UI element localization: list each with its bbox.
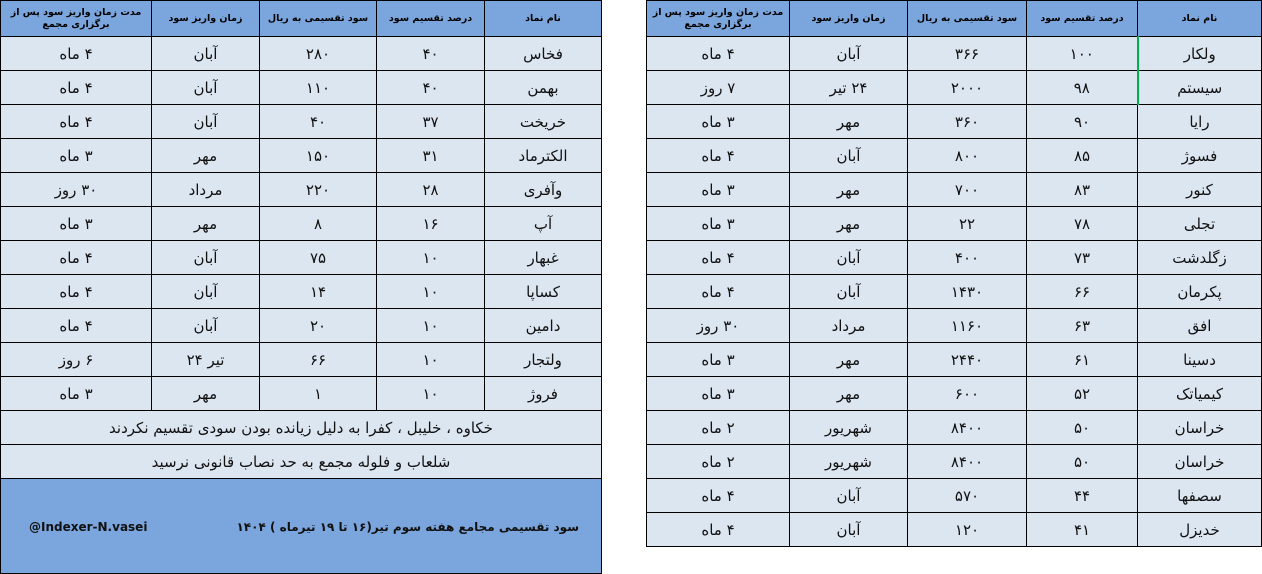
cell-dps-percent: ۶۳ xyxy=(1027,309,1138,343)
cell-pay-time: آبان xyxy=(790,139,908,173)
footer-cell xyxy=(1,479,602,574)
cell-pay-duration: ۶ روز xyxy=(1,343,152,377)
cell-dps-rial: ۸۴۰۰ xyxy=(908,411,1027,445)
table-row xyxy=(647,275,1262,309)
header-row xyxy=(1,1,602,37)
cell-pay-duration: ۳ ماه xyxy=(1,377,152,411)
table-row xyxy=(1,309,602,343)
note-row xyxy=(1,411,602,445)
table-row xyxy=(647,139,1262,173)
cell-dps-rial: ۷۵ xyxy=(260,241,377,275)
table-row xyxy=(1,241,602,275)
cell-pay-duration: ۴ ماه xyxy=(1,37,152,71)
cell-dps-rial: ۶۶ xyxy=(260,343,377,377)
cell-dps-percent: ۱۰ xyxy=(377,309,485,343)
cell-pay-duration: ۴ ماه xyxy=(647,37,790,71)
cell-dps-rial: ۲۰۰۰ xyxy=(908,71,1027,105)
cell-dps-percent: ۱۰ xyxy=(377,343,485,377)
cell-symbol: سصفها xyxy=(1138,479,1262,513)
cell-dps-rial: ۸۴۰۰ xyxy=(908,445,1027,479)
cell-dps-percent: ۱۰ xyxy=(377,275,485,309)
cell-dps-rial: ۱۲۰ xyxy=(908,513,1027,547)
cell-dps-percent: ۶۶ xyxy=(1027,275,1138,309)
cell-dps-rial: ۳۶۰ xyxy=(908,105,1027,139)
header-pay-duration: مدت زمان واریز سود پس از برگزاری مجمع xyxy=(1,1,152,37)
table-row xyxy=(1,377,602,411)
header-symbol: نام نماد xyxy=(485,1,602,37)
cell-pay-time: مهر xyxy=(790,173,908,207)
cell-symbol: دسینا xyxy=(1138,343,1262,377)
cell-dps-rial: ۲۸۰ xyxy=(260,37,377,71)
cell-pay-time: آبان xyxy=(152,105,260,139)
footer-title: سود تقسیمی مجامع هفته سوم تیر(۱۶ تا ۱۹ تیرماه ) ۱۴۰۴ xyxy=(236,520,579,534)
cell-pay-duration: ۴ ماه xyxy=(647,139,790,173)
cell-dps-percent: ۱۰ xyxy=(377,377,485,411)
table-row xyxy=(1,139,602,173)
cell-symbol: سیستم xyxy=(1138,71,1262,105)
cell-pay-duration: ۳ ماه xyxy=(647,173,790,207)
cell-dps-percent: ۸۳ xyxy=(1027,173,1138,207)
cell-dps-rial: ۱ xyxy=(260,377,377,411)
cell-pay-time: مهر xyxy=(790,377,908,411)
cell-dps-percent: ۶۱ xyxy=(1027,343,1138,377)
table-row xyxy=(647,309,1262,343)
cell-pay-time: آبان xyxy=(152,71,260,105)
cell-pay-duration: ۳ ماه xyxy=(1,207,152,241)
table-row xyxy=(647,411,1262,445)
cell-pay-duration: ۴ ماه xyxy=(647,275,790,309)
cell-dps-percent: ۳۱ xyxy=(377,139,485,173)
cell-pay-duration: ۴ ماه xyxy=(1,105,152,139)
cell-dps-rial: ۸ xyxy=(260,207,377,241)
cell-dps-percent: ۸۵ xyxy=(1027,139,1138,173)
table-row xyxy=(647,445,1262,479)
cell-symbol: فسوژ xyxy=(1138,139,1262,173)
table-row xyxy=(647,207,1262,241)
cell-pay-duration: ۴ ماه xyxy=(647,513,790,547)
cell-pay-duration: ۴ ماه xyxy=(647,479,790,513)
dividend-table-left xyxy=(0,0,602,574)
cell-symbol: خریخت xyxy=(485,105,602,139)
cell-pay-duration: ۴ ماه xyxy=(1,309,152,343)
cell-dps-percent: ۵۰ xyxy=(1027,411,1138,445)
header-dps-percent: درصد تقسیم سود xyxy=(377,1,485,37)
cell-dps-rial: ۲۲ xyxy=(908,207,1027,241)
footer-row xyxy=(1,479,602,574)
header-dps-percent: درصد تقسیم سود xyxy=(1027,1,1138,37)
table-row xyxy=(647,241,1262,275)
cell-pay-time: آبان xyxy=(790,241,908,275)
cell-pay-time: مهر xyxy=(152,207,260,241)
table-row xyxy=(647,343,1262,377)
cell-dps-rial: ۱۵۰ xyxy=(260,139,377,173)
cell-symbol: خراسان xyxy=(1138,411,1262,445)
cell-dps-rial: ۲۰ xyxy=(260,309,377,343)
cell-symbol: زگلدشت xyxy=(1138,241,1262,275)
cell-dps-rial: ۱۴ xyxy=(260,275,377,309)
header-row xyxy=(647,1,1262,37)
cell-symbol: کساپا xyxy=(485,275,602,309)
table-row xyxy=(647,479,1262,513)
cell-dps-percent: ۲۸ xyxy=(377,173,485,207)
cell-dps-rial: ۸۰۰ xyxy=(908,139,1027,173)
cell-symbol: تجلی xyxy=(1138,207,1262,241)
table-row xyxy=(1,71,602,105)
cell-pay-time: مهر xyxy=(152,139,260,173)
cell-symbol: بهمن xyxy=(485,71,602,105)
cell-pay-time: شهریور xyxy=(790,445,908,479)
table-row xyxy=(1,173,602,207)
cell-symbol: دامین xyxy=(485,309,602,343)
cell-symbol: فروژ xyxy=(485,377,602,411)
cell-pay-duration: ۴ ماه xyxy=(1,71,152,105)
cell-pay-duration: ۳ ماه xyxy=(1,139,152,173)
cell-pay-duration: ۳ ماه xyxy=(647,343,790,377)
cell-pay-time: مهر xyxy=(152,377,260,411)
cell-dps-percent: ۹۸ xyxy=(1027,71,1138,105)
table-row xyxy=(647,71,1262,105)
table-row xyxy=(1,37,602,71)
header-pay-time: زمان واریز سود xyxy=(152,1,260,37)
cell-symbol: رایا xyxy=(1138,105,1262,139)
cell-pay-time: مهر xyxy=(790,105,908,139)
cell-pay-duration: ۴ ماه xyxy=(647,241,790,275)
cell-pay-time: آبان xyxy=(152,37,260,71)
cell-dps-percent: ۱۰ xyxy=(377,241,485,275)
cell-pay-time: مرداد xyxy=(790,309,908,343)
cell-pay-time: آبان xyxy=(152,275,260,309)
cell-symbol: فخاس xyxy=(485,37,602,71)
cell-dps-rial: ۳۶۶ xyxy=(908,37,1027,71)
cell-pay-time: تیر ۲۴ xyxy=(152,343,260,377)
cell-pay-time: مهر xyxy=(790,343,908,377)
cell-dps-percent: ۷۸ xyxy=(1027,207,1138,241)
header-dps-rial: سود تقسیمی به ریال xyxy=(260,1,377,37)
cell-dps-percent: ۱۶ xyxy=(377,207,485,241)
cell-pay-time: آبان xyxy=(152,309,260,343)
cell-pay-time: آبان xyxy=(790,275,908,309)
cell-pay-duration: ۳۰ روز xyxy=(647,309,790,343)
cell-dps-percent: ۵۲ xyxy=(1027,377,1138,411)
cell-pay-time: مرداد xyxy=(152,173,260,207)
cell-dps-percent: ۹۰ xyxy=(1027,105,1138,139)
cell-pay-time: ۲۴ تیر xyxy=(790,71,908,105)
table-row xyxy=(1,275,602,309)
cell-symbol: الکترماد xyxy=(485,139,602,173)
cell-symbol: ولکار xyxy=(1138,37,1262,71)
cell-pay-duration: ۳ ماه xyxy=(647,377,790,411)
note-row xyxy=(1,445,602,479)
note-no-quorum: شلعاب و فلوله مجمع به حد نصاب قانونی نرسید xyxy=(1,445,602,479)
cell-dps-percent: ۴۰ xyxy=(377,37,485,71)
cell-dps-rial: ۷۰۰ xyxy=(908,173,1027,207)
cell-pay-duration: ۳ ماه xyxy=(647,207,790,241)
cell-symbol: کیمیاتک xyxy=(1138,377,1262,411)
cell-dps-rial: ۴۰۰ xyxy=(908,241,1027,275)
cell-pay-duration: ۲ ماه xyxy=(647,445,790,479)
cell-symbol: آپ xyxy=(485,207,602,241)
cell-dps-percent: ۴۴ xyxy=(1027,479,1138,513)
header-pay-time: زمان واریز سود xyxy=(790,1,908,37)
cell-pay-duration: ۷ روز xyxy=(647,71,790,105)
cell-pay-duration: ۳۰ روز xyxy=(1,173,152,207)
table-row xyxy=(1,207,602,241)
cell-symbol: غبهار xyxy=(485,241,602,275)
cell-symbol: وآفری xyxy=(485,173,602,207)
cell-pay-time: مهر xyxy=(790,207,908,241)
table-row xyxy=(647,173,1262,207)
cell-dps-rial: ۴۰ xyxy=(260,105,377,139)
cell-dps-percent: ۵۰ xyxy=(1027,445,1138,479)
cell-dps-rial: ۱۴۳۰ xyxy=(908,275,1027,309)
cell-pay-time: شهریور xyxy=(790,411,908,445)
cell-pay-duration: ۲ ماه xyxy=(647,411,790,445)
cell-symbol: افق xyxy=(1138,309,1262,343)
cell-pay-time: آبان xyxy=(790,479,908,513)
cell-dps-percent: ۴۱ xyxy=(1027,513,1138,547)
table-row xyxy=(647,513,1262,547)
cell-symbol: خدیزل xyxy=(1138,513,1262,547)
table-row xyxy=(647,105,1262,139)
cell-pay-duration: ۳ ماه xyxy=(647,105,790,139)
cell-symbol: خراسان xyxy=(1138,445,1262,479)
cell-pay-duration: ۴ ماه xyxy=(1,241,152,275)
cell-dps-rial: ۱۱۶۰ xyxy=(908,309,1027,343)
cell-dps-percent: ۴۰ xyxy=(377,71,485,105)
header-dps-rial: سود تقسیمی به ریال xyxy=(908,1,1027,37)
cell-dps-percent: ۷۳ xyxy=(1027,241,1138,275)
cell-pay-duration: ۴ ماه xyxy=(1,275,152,309)
footer-handle: @Indexer-N.vasei xyxy=(29,520,148,534)
cell-symbol: پکرمان xyxy=(1138,275,1262,309)
cell-pay-time: آبان xyxy=(790,513,908,547)
cell-symbol: کنور xyxy=(1138,173,1262,207)
note-loss-making: خکاوه ، خلیبل ، کفرا به دلیل زیانده بودن سودی تقسیم نکردند xyxy=(1,411,602,445)
cell-symbol: ولتجار xyxy=(485,343,602,377)
cell-dps-rial: ۶۰۰ xyxy=(908,377,1027,411)
cell-dps-percent: ۳۷ xyxy=(377,105,485,139)
cell-dps-rial: ۲۲۰ xyxy=(260,173,377,207)
header-pay-duration: مدت زمان واریز سود پس از برگزاری مجمع xyxy=(647,1,790,37)
dividend-table-right xyxy=(646,0,1262,547)
cell-pay-time: آبان xyxy=(152,241,260,275)
cell-dps-rial: ۲۴۴۰ xyxy=(908,343,1027,377)
cell-dps-rial: ۱۱۰ xyxy=(260,71,377,105)
cell-dps-rial: ۵۷۰ xyxy=(908,479,1027,513)
cell-pay-time: آبان xyxy=(790,37,908,71)
table-row xyxy=(1,105,602,139)
cell-dps-percent: ۱۰۰ xyxy=(1027,37,1138,71)
table-row xyxy=(1,343,602,377)
table-row xyxy=(647,377,1262,411)
header-symbol: نام نماد xyxy=(1138,1,1262,37)
table-row xyxy=(647,37,1262,71)
